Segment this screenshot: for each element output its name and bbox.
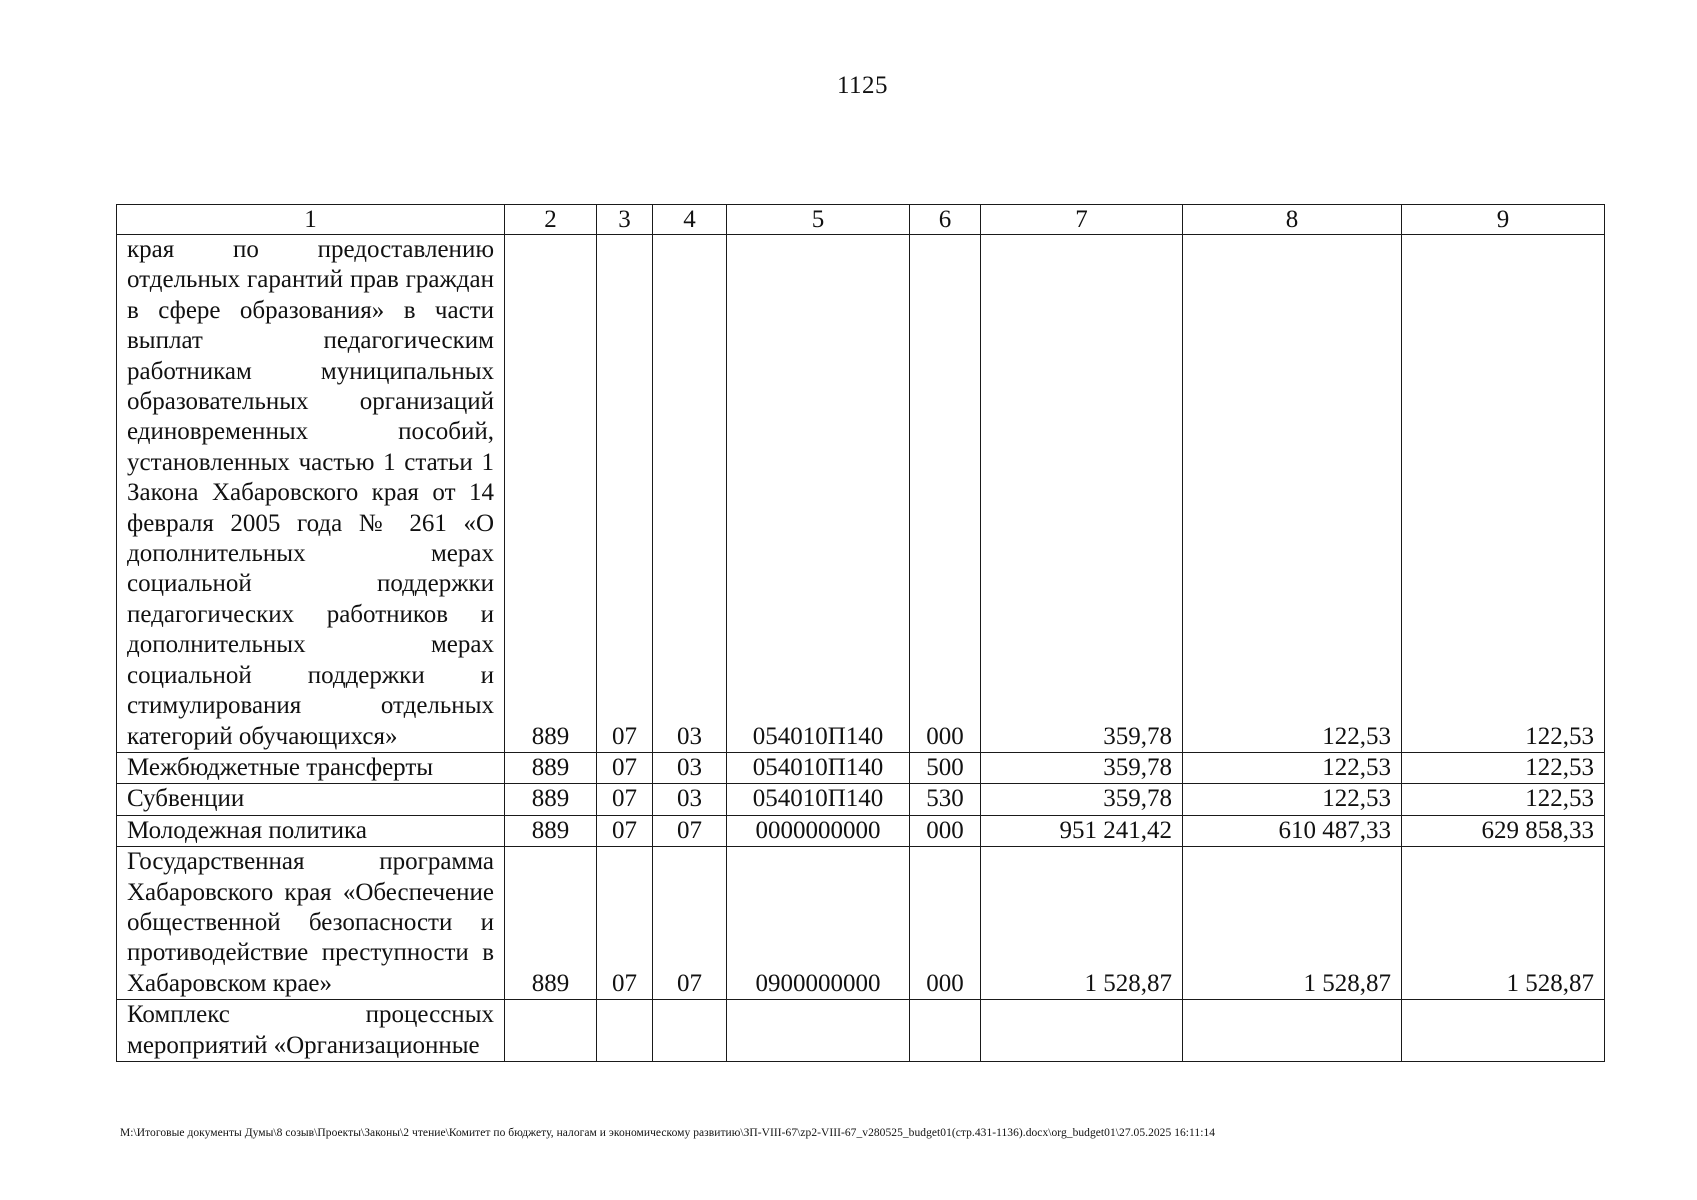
row-code-5 bbox=[727, 1000, 910, 1062]
row-amount-9: 629 858,33 bbox=[1402, 815, 1605, 846]
table-row bbox=[117, 1000, 1605, 1062]
row-code-2 bbox=[505, 1000, 597, 1062]
column-header-5: 5 bbox=[727, 205, 910, 235]
column-header-9: 9 bbox=[1402, 205, 1605, 235]
row-code-5: 054010П140 bbox=[727, 235, 910, 753]
row-name: Субвенции bbox=[117, 784, 505, 815]
table-row bbox=[117, 847, 1605, 1000]
row-amount-8: 610 487,33 bbox=[1183, 815, 1402, 846]
table-row bbox=[117, 752, 1605, 783]
row-amount-9: 122,53 bbox=[1402, 752, 1605, 783]
row-code-4: 03 bbox=[653, 235, 727, 753]
row-code-6: 530 bbox=[910, 784, 981, 815]
column-header-row bbox=[117, 205, 1605, 235]
row-name: Государственная программа Хабаровского края «Обеспечение общественной безопасности и противодействие преступности в Хабаровском крае» bbox=[117, 847, 505, 1000]
row-code-6 bbox=[910, 1000, 981, 1062]
row-amount-9: 1 528,87 bbox=[1402, 847, 1605, 1000]
row-code-4: 03 bbox=[653, 784, 727, 815]
document-path-footer: M:\Итоговые документы Думы\8 созыв\Проекты\Законы\2 чтение\Комитет по бюджету, налогам и экономическому развитию\ЗП-VIII-67\zp2-VIII-67_v280525_budget01(стр.431-1136).docx\org_budget01\27.05.2025 16:11:14 bbox=[120, 1127, 1216, 1139]
row-name: Молодежная политика bbox=[117, 815, 505, 846]
row-code-3: 07 bbox=[597, 235, 653, 753]
row-name: края по предоставлению отдельных гарантий прав граждан в сфере образования» в части выплат педагогическим работникам муниципальных образовательных организаций единовременных пособий, установленных частью 1 статьи 1 Закона Хабаровского края от 14 февраля 2005 года № 261 «О дополнительных мерах социальной поддержки педагогических работников и дополнительных мерах социальной поддержки и стимулирования отдельных категорий обучающихся» bbox=[117, 235, 505, 753]
row-amount-7: 951 241,42 bbox=[981, 815, 1183, 846]
row-code-6: 000 bbox=[910, 815, 981, 846]
row-code-3: 07 bbox=[597, 847, 653, 1000]
row-amount-8: 122,53 bbox=[1183, 784, 1402, 815]
row-amount-7 bbox=[981, 1000, 1183, 1062]
row-code-4: 03 bbox=[653, 752, 727, 783]
row-code-2: 889 bbox=[505, 784, 597, 815]
row-amount-7: 359,78 bbox=[981, 235, 1183, 753]
row-code-3: 07 bbox=[597, 752, 653, 783]
row-code-4: 07 bbox=[653, 815, 727, 846]
column-header-4: 4 bbox=[653, 205, 727, 235]
row-code-3: 07 bbox=[597, 815, 653, 846]
row-code-6: 000 bbox=[910, 847, 981, 1000]
row-code-3: 07 bbox=[597, 784, 653, 815]
row-code-6: 500 bbox=[910, 752, 981, 783]
table-row bbox=[117, 815, 1605, 846]
column-header-2: 2 bbox=[505, 205, 597, 235]
row-code-2: 889 bbox=[505, 815, 597, 846]
row-amount-8: 1 528,87 bbox=[1183, 847, 1402, 1000]
table-row bbox=[117, 235, 1605, 753]
row-code-2: 889 bbox=[505, 847, 597, 1000]
table-row bbox=[117, 784, 1605, 815]
row-amount-8: 122,53 bbox=[1183, 752, 1402, 783]
row-code-5: 0000000000 bbox=[727, 815, 910, 846]
row-code-4: 07 bbox=[653, 847, 727, 1000]
page-number: 1125 bbox=[836, 72, 889, 99]
row-amount-7: 1 528,87 bbox=[981, 847, 1183, 1000]
row-amount-7: 359,78 bbox=[981, 752, 1183, 783]
column-header-3: 3 bbox=[597, 205, 653, 235]
row-amount-9: 122,53 bbox=[1402, 784, 1605, 815]
column-header-7: 7 bbox=[981, 205, 1183, 235]
column-header-6: 6 bbox=[910, 205, 981, 235]
row-amount-8: 122,53 bbox=[1183, 235, 1402, 753]
column-header-8: 8 bbox=[1183, 205, 1402, 235]
row-code-4 bbox=[653, 1000, 727, 1062]
row-code-3 bbox=[597, 1000, 653, 1062]
budget-table bbox=[116, 204, 1605, 1062]
row-code-5: 0900000000 bbox=[727, 847, 910, 1000]
row-code-6: 000 bbox=[910, 235, 981, 753]
row-code-2: 889 bbox=[505, 235, 597, 753]
row-code-2: 889 bbox=[505, 752, 597, 783]
row-amount-9: 122,53 bbox=[1402, 235, 1605, 753]
column-header-1: 1 bbox=[117, 205, 505, 235]
row-name: Комплекс процессных мероприятий «Организационные bbox=[117, 1000, 505, 1062]
row-code-5: 054010П140 bbox=[727, 752, 910, 783]
row-amount-8 bbox=[1183, 1000, 1402, 1062]
row-code-5: 054010П140 bbox=[727, 784, 910, 815]
row-amount-9 bbox=[1402, 1000, 1605, 1062]
row-name: Межбюджетные трансферты bbox=[117, 752, 505, 783]
row-amount-7: 359,78 bbox=[981, 784, 1183, 815]
